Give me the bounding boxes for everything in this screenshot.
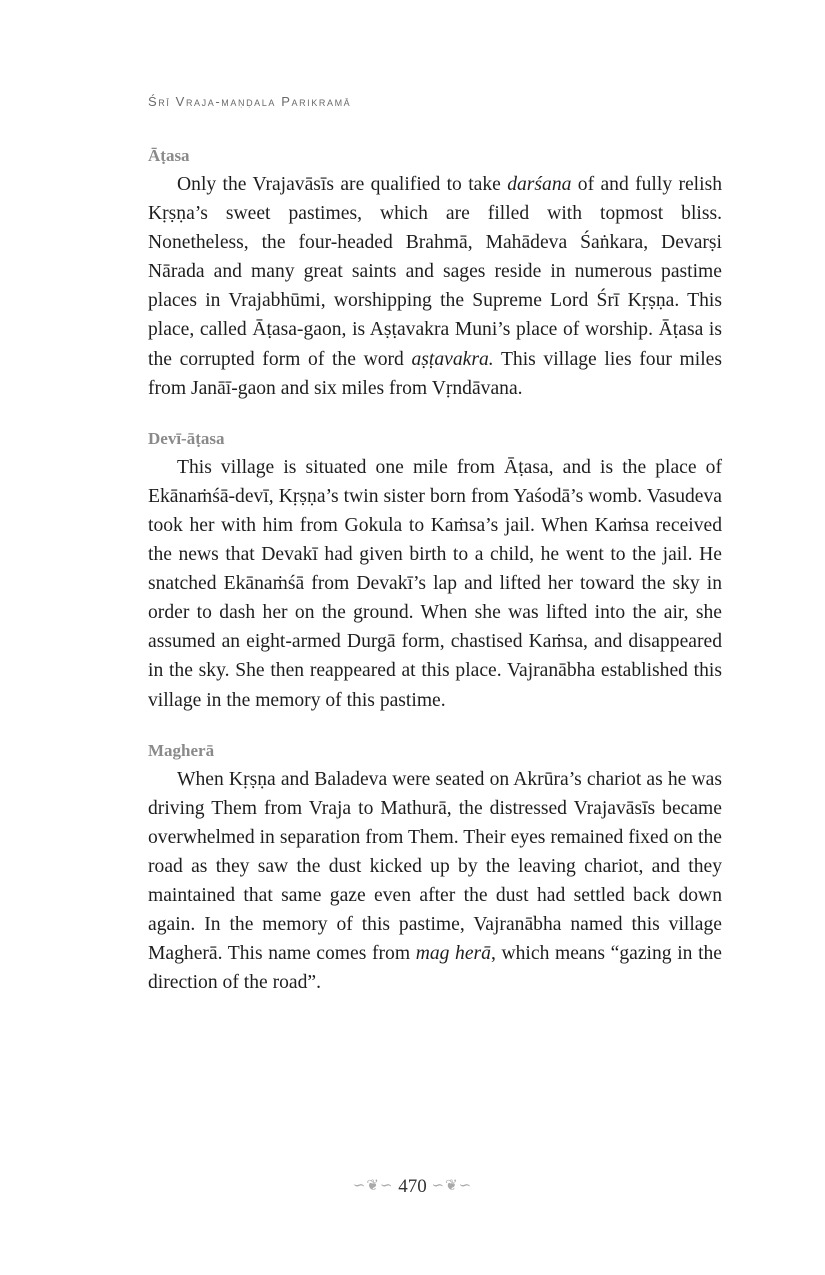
text-run: This village is situated one mile from Āṭasa, and is the place of Ekānaṁśā-devī, Kṛṣṇa’s twin sister born from Yaśodā’s womb. Vasudeva took her with him from Gokula to Kaṁsa’s jail. When Kaṁsa received the news that Devakī had given birth to a child, he went to the jail. He snatched Ekānaṁśā from Devakī’s lap and lifted her toward the sky in order to dash her on the ground. When she was lifted into the air, she assumed an eight-armed Durgā form, chastised Kaṁsa, and disappeared in the sky. She then reappeared at this place. Vajranābha established this village in the memory of this pastime.	[148, 456, 722, 711]
ornament-left-icon: ∽❦∽	[352, 1178, 394, 1194]
section-heading: Āṭasa	[148, 146, 190, 165]
section-paragraph	[148, 453, 722, 715]
section-heading: Magherā	[148, 740, 215, 760]
text-run: , which means “gazing in the direction of the road”.	[148, 943, 723, 994]
page-number: 470	[398, 1176, 427, 1197]
section-atasa	[148, 142, 722, 403]
ornament-right-icon: ∽❦∽	[431, 1178, 473, 1194]
italic-term: darśana	[507, 174, 572, 195]
running-head: Śrī Vraja-maṇḍala Parikramā	[148, 94, 352, 109]
text-run: Only the Vrajavāsīs are qualified to take	[177, 174, 508, 195]
section-paragraph	[148, 170, 722, 403]
section-paragraph	[148, 765, 722, 998]
text-run: of and fully relish Kṛṣṇa’s sweet pastimes, which are filled with topmost bliss. Nonetheless, the four-headed Brahmā, Mahādeva Śaṅkara, Devarṣi Nārada and many great saints and sages reside in numerous pastime places in Vrajabhūmi, worshipping the Supreme Lord Śrī Kṛṣṇa. This place, called Āṭasa-gaon, is Aṣṭavakra Muni’s place of worship. Āṭasa is the corrupted form of the word	[148, 174, 722, 370]
italic-term: mag herā	[415, 943, 491, 965]
section-maghera	[148, 737, 722, 998]
section-heading: Devī-āṭasa	[148, 428, 225, 448]
italic-term: aṣṭavakra.	[411, 348, 494, 370]
page-body	[148, 142, 722, 1019]
text-run: This village lies four miles from Janāī-gaon and six miles from Vṛndāvana.	[148, 348, 722, 399]
text-run: When Kṛṣṇa and Baladeva were seated on Akrūra’s chariot as he was driving Them from Vraja to Mathurā, the distressed Vrajavāsīs became overwhelmed in separation from Them. Their eyes remained fixed on the road as they saw the dust kicked up by the leaving chariot, and they maintained that same gaze even after the dust had settled back down again. In the memory of this pastime, Vajranābha named this village Magherā. This name comes from	[148, 768, 722, 965]
page-footer	[0, 1176, 825, 1198]
section-devi-atasa	[148, 425, 722, 715]
